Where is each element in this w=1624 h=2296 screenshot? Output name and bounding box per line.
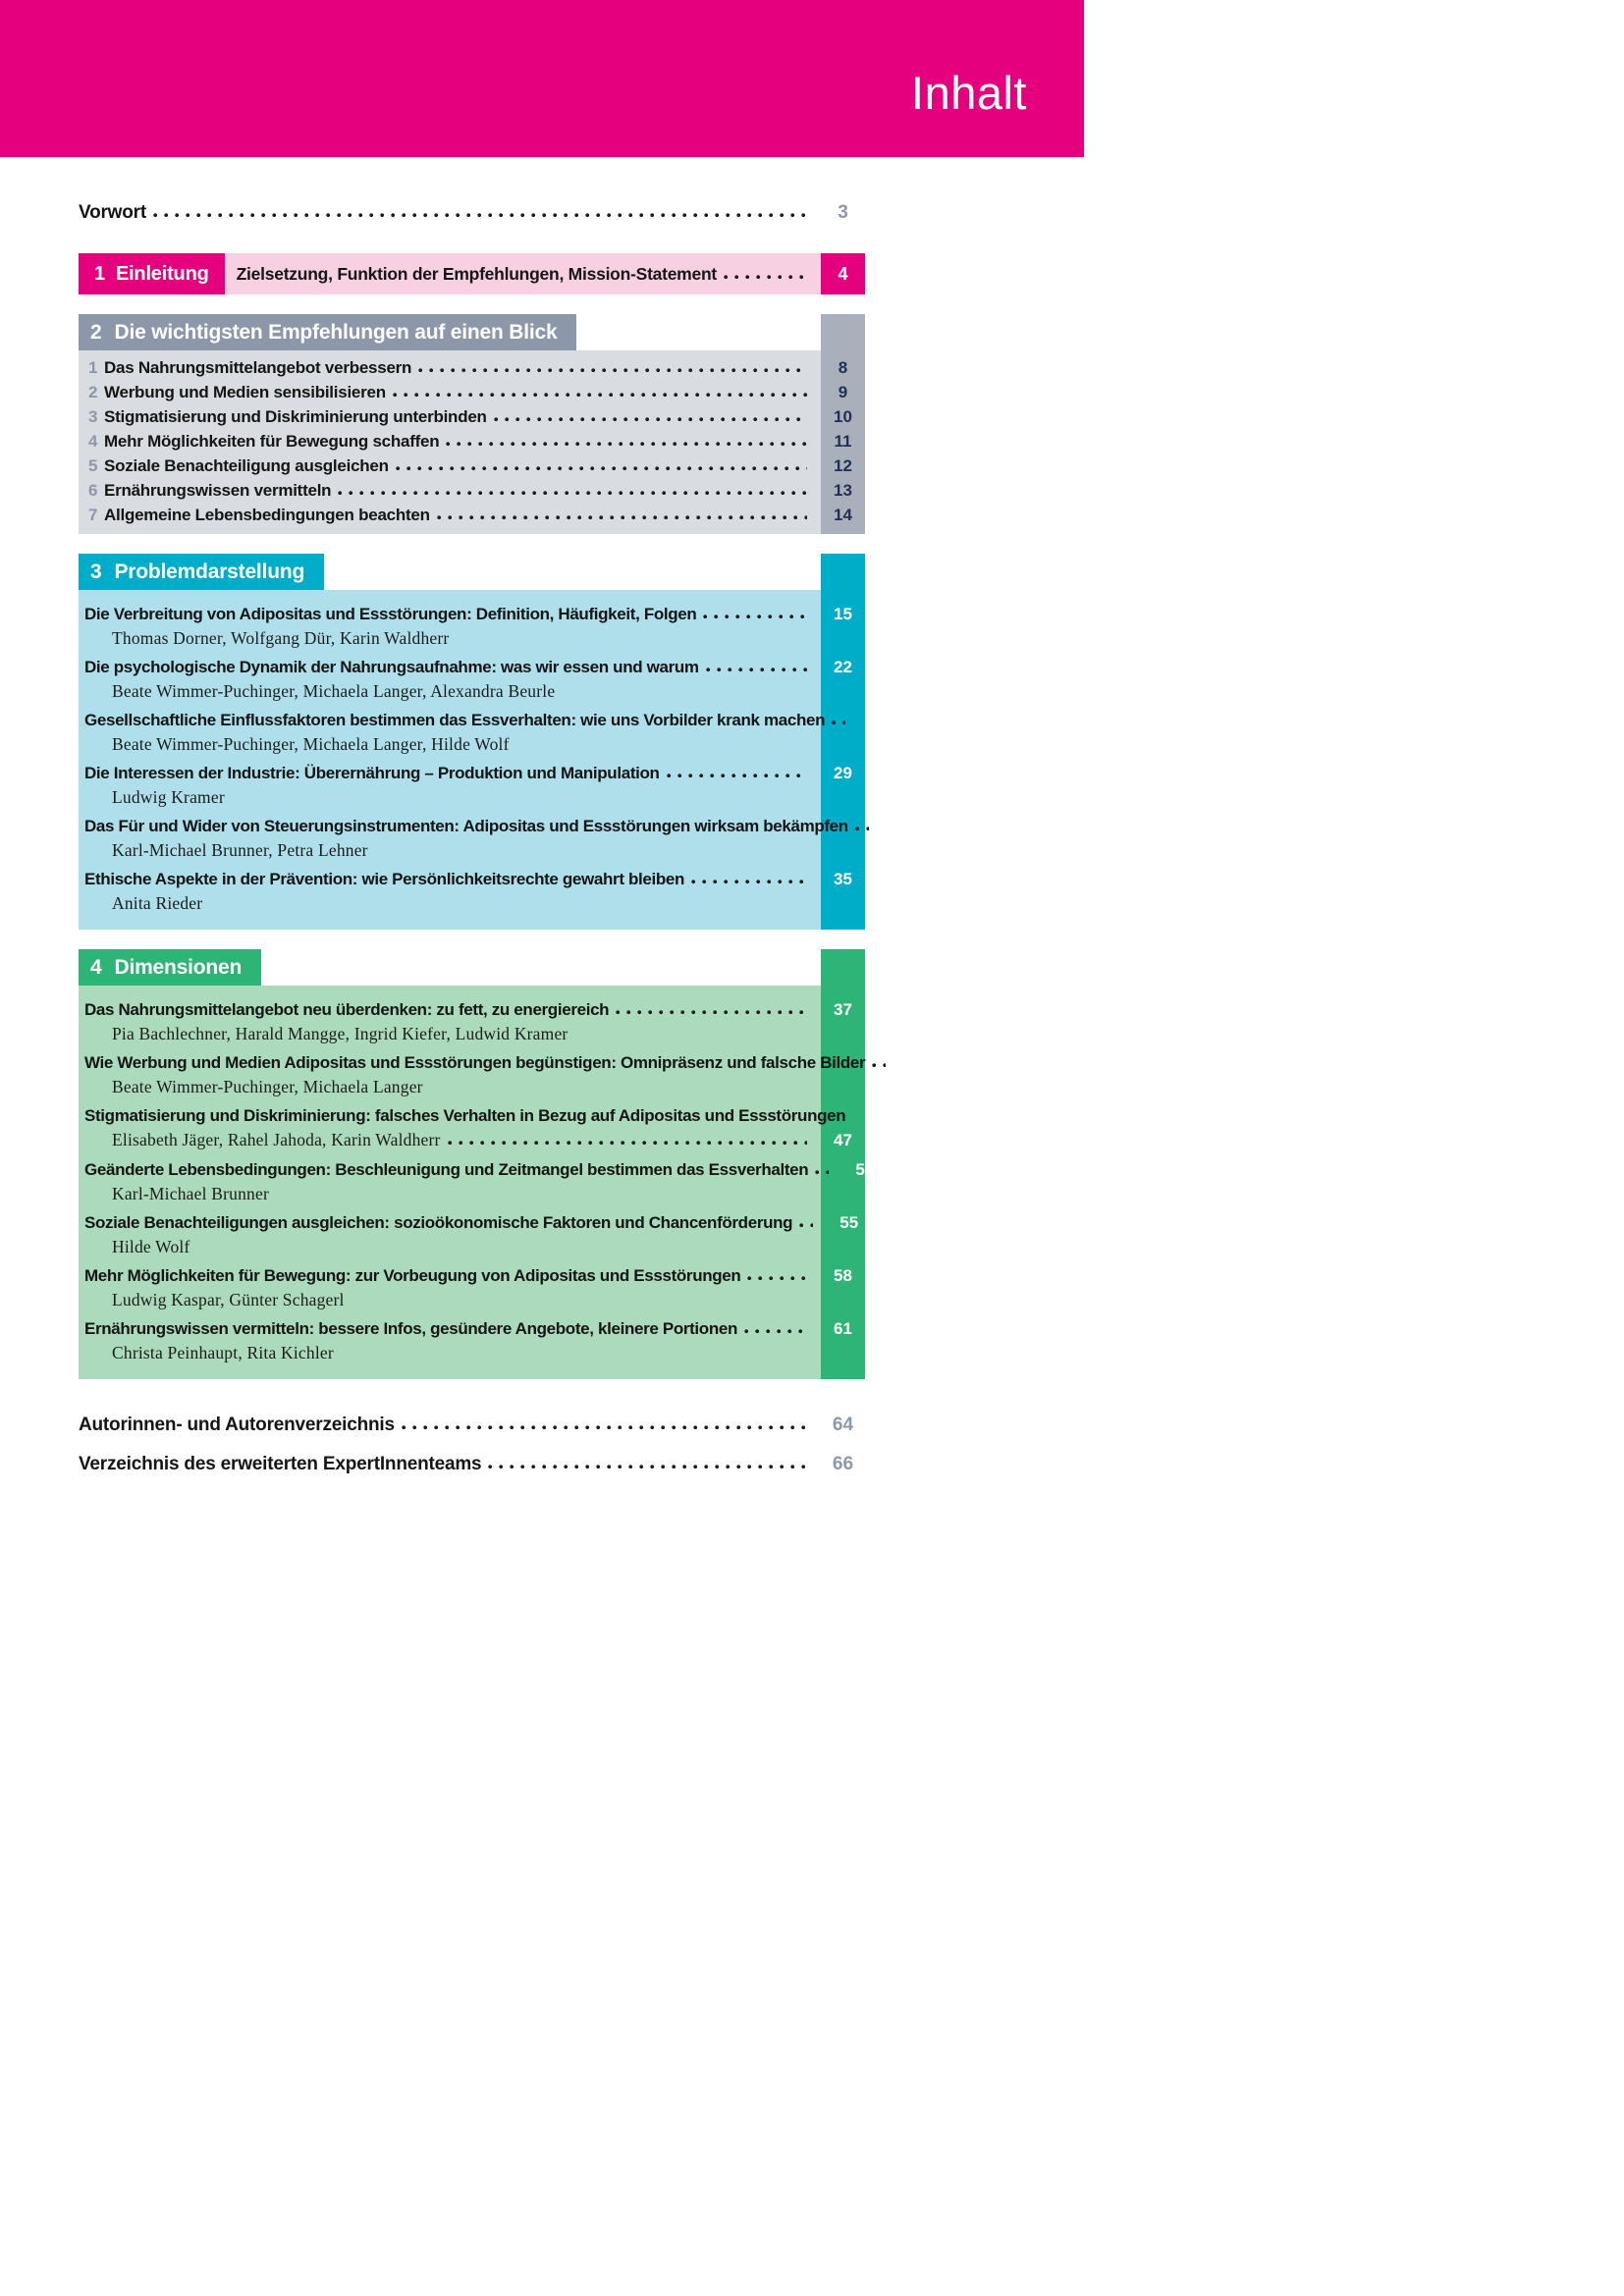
toc-entry[interactable] <box>79 1210 865 1258</box>
section1-subtitle: Zielsetzung, Funktion der Empfehlungen, Mission-Statement <box>236 264 717 284</box>
dot-leader <box>494 417 807 422</box>
entry-title: Stigmatisierung und Diskriminierung: falsches Verhalten in Bezug auf Adipositas und Essstörungen <box>84 1106 846 1125</box>
page-number: 58 <box>834 1266 852 1285</box>
entry-title: Geänderte Lebensbedingungen: Beschleunigung und Zeitmangel bestimmen das Essverhalten <box>84 1160 809 1179</box>
dot-leader <box>338 491 807 496</box>
page-number: 3 <box>838 202 848 223</box>
item-number: 6 <box>88 481 98 500</box>
toc-content <box>79 157 932 1477</box>
toc-item[interactable] <box>79 478 865 503</box>
section1-header[interactable] <box>79 253 225 294</box>
dot-leader <box>418 368 807 373</box>
page-title: Inhalt <box>911 67 1027 119</box>
section4-header[interactable] <box>79 949 261 986</box>
page-number: 64 <box>832 1415 854 1435</box>
toc-item[interactable] <box>79 355 865 380</box>
entry-authors: Beate Wimmer-Puchinger, Michaela Langer, Hilde Wolf <box>112 734 510 754</box>
page-number: 52 <box>855 1160 875 1179</box>
toc-item[interactable] <box>79 429 865 454</box>
item-number: 2 <box>88 383 98 401</box>
entry-authors: Christa Peinhaupt, Rita Kichler <box>112 1343 334 1362</box>
page-number: 15 <box>834 605 852 623</box>
dot-leader <box>706 667 807 672</box>
item-label: Allgemeine Lebensbedingungen beachten <box>104 506 430 524</box>
dot-leader <box>747 1276 807 1281</box>
section1-subtitle-row <box>225 253 821 294</box>
section2-header[interactable] <box>79 314 576 350</box>
entry-authors: Beate Wimmer-Puchinger, Michaela Langer <box>112 1077 423 1096</box>
entry-authors: Ludwig Kaspar, Günter Schagerl <box>112 1290 345 1309</box>
entry-title: Ernährungswissen vermitteln: bessere Infos, gesündere Angebote, kleinere Portionen <box>84 1319 738 1338</box>
item-number: 4 <box>88 432 98 451</box>
dot-leader <box>396 466 807 471</box>
dot-leader <box>402 1425 807 1430</box>
item-label: Mehr Möglichkeiten für Bewegung schaffen <box>104 432 440 451</box>
page-number: 29 <box>834 764 852 782</box>
item-label: Das Nahrungsmittelangebot verbessern <box>104 358 412 377</box>
dot-leader <box>437 515 807 520</box>
entry-title: Soziale Benachteiligungen ausgleichen: sozioökonomische Faktoren und Chancenförderung <box>84 1213 793 1232</box>
dot-leader <box>616 1010 807 1015</box>
dot-leader <box>799 1223 813 1228</box>
item-number: 3 <box>88 407 98 426</box>
section4-number: 4 <box>90 955 102 979</box>
entry-title: Die psychologische Dynamik der Nahrungsaufnahme: was wir essen und warum <box>84 658 699 676</box>
section3-title: Problemdarstellung <box>114 560 305 583</box>
dot-leader <box>815 1170 829 1175</box>
entry-authors: Beate Wimmer-Puchinger, Michaela Langer, Alexandra Beurle <box>112 681 556 701</box>
section1-title: Einleitung <box>115 262 209 285</box>
item-label: Stigmatisierung und Diskriminierung unterbinden <box>104 407 487 426</box>
toc-entry[interactable] <box>79 1157 875 1205</box>
toc-entry[interactable] <box>79 1316 865 1364</box>
page-number: 4 <box>821 253 865 294</box>
section2-title: Die wichtigsten Empfehlungen auf einen Blick <box>114 320 558 344</box>
dot-leader <box>667 774 807 778</box>
dot-leader <box>153 213 807 218</box>
item-label: Soziale Benachteiligung ausgleichen <box>104 456 389 475</box>
item-label: Ernährungswissen vermitteln <box>104 481 332 500</box>
section3-header[interactable] <box>79 554 324 590</box>
dot-leader <box>446 442 807 447</box>
page-number: 10 <box>834 407 852 426</box>
toc-entry[interactable] <box>79 655 865 703</box>
section3-number: 3 <box>90 560 102 583</box>
dot-leader <box>393 393 807 398</box>
experts-index-label: Verzeichnis des erweiterten ExpertInnenteams <box>79 1454 482 1474</box>
section4-entries <box>79 986 932 1379</box>
page-header-band <box>0 0 1084 157</box>
section-empfehlungen <box>79 314 865 534</box>
toc-item[interactable] <box>79 454 865 478</box>
dot-leader <box>703 614 807 619</box>
entry-title: Das Nahrungsmittelangebot neu überdenken: zu fett, zu energiereich <box>84 1000 610 1019</box>
item-number: 7 <box>88 506 98 524</box>
item-label: Werbung und Medien sensibilisieren <box>104 383 386 401</box>
toc-entry[interactable] <box>79 997 865 1045</box>
item-number: 5 <box>88 456 98 475</box>
toc-entry[interactable] <box>79 1103 865 1152</box>
dot-leader <box>855 827 869 831</box>
authors-index-label: Autorinnen- und Autorenverzeichnis <box>79 1415 395 1435</box>
page-number: 35 <box>834 870 852 888</box>
dot-leader <box>724 275 807 280</box>
entry-title: Gesellschaftliche Einflussfaktoren bestimmen das Essverhalten: wie uns Vorbilder krank machen <box>84 711 826 729</box>
page-number: 9 <box>838 383 848 401</box>
dot-leader <box>488 1465 807 1469</box>
section2-number: 2 <box>90 320 102 344</box>
entry-authors: Ludwig Kramer <box>112 787 225 807</box>
page-number: 14 <box>834 506 852 524</box>
entry-authors: Hilde Wolf <box>112 1237 190 1256</box>
section-dimensionen <box>79 949 932 1379</box>
section-einleitung[interactable] <box>79 253 865 294</box>
section4-title: Dimensionen <box>114 955 243 979</box>
section2-items <box>79 350 865 534</box>
entry-authors: Karl-Michael Brunner <box>112 1184 269 1203</box>
toc-entry[interactable] <box>79 867 865 915</box>
entry-authors: Thomas Dorner, Wolfgang Dür, Karin Waldherr <box>112 628 450 648</box>
dot-leader <box>744 1329 807 1334</box>
entry-title: Mehr Möglichkeiten für Bewegung: zur Vorbeugung von Adipositas und Essstörungen <box>84 1266 741 1285</box>
entry-authors: Pia Bachlechner, Harald Mangge, Ingrid Kiefer, Ludwid Kramer <box>112 1024 568 1043</box>
entry-title: Das Für und Wider von Steuerungsinstrumenten: Adipositas und Essstörungen wirksam bekämpfen <box>84 817 848 835</box>
page-number: 66 <box>832 1454 854 1474</box>
toc-entry[interactable] <box>79 1050 932 1098</box>
toc-item[interactable] <box>79 503 865 527</box>
section3-entries <box>79 590 914 930</box>
toc-entry[interactable] <box>79 708 892 756</box>
entry-title: Die Interessen der Industrie: Überernährung – Produktion und Manipulation <box>84 764 660 782</box>
page-number: 13 <box>834 481 852 500</box>
page-number: 40 <box>912 1053 932 1072</box>
page-number: 12 <box>834 456 852 475</box>
page-number: 26 <box>872 711 892 729</box>
section-problemdarstellung <box>79 554 914 930</box>
toc-entry[interactable] <box>79 814 914 862</box>
vorwort-row[interactable] <box>79 200 865 226</box>
page-number: 37 <box>834 1000 852 1019</box>
toc-entry[interactable] <box>79 1263 865 1311</box>
page-number: 55 <box>839 1213 859 1232</box>
entry-title: Wie Werbung und Medien Adipositas und Essstörungen begünstigen: Omnipräsenz und falsche Bilder <box>84 1053 866 1072</box>
entry-title: Die Verbreitung von Adipositas und Essstörungen: Definition, Häufigkeit, Folgen <box>84 605 697 623</box>
experts-index-row[interactable] <box>79 1452 865 1477</box>
item-number: 1 <box>88 358 98 377</box>
page-number: 31 <box>894 817 914 835</box>
section1-number: 1 <box>94 262 105 285</box>
page-number: 8 <box>838 358 848 377</box>
entry-title: Ethische Aspekte in der Prävention: wie Persönlichkeitsrechte gewahrt bleiben <box>84 870 685 888</box>
authors-index-row[interactable] <box>79 1413 865 1438</box>
toc-item[interactable] <box>79 404 865 429</box>
dot-leader <box>448 1141 807 1146</box>
vorwort-label: Vorwort <box>79 202 146 223</box>
entry-authors: Anita Rieder <box>112 893 203 913</box>
toc-entry[interactable] <box>79 602 865 650</box>
page-number: 61 <box>834 1319 852 1338</box>
page-number: 11 <box>834 432 852 451</box>
page-number: 47 <box>834 1131 852 1149</box>
entry-authors: Elisabeth Jäger, Rahel Jahoda, Karin Waldherr <box>112 1130 441 1149</box>
dot-leader <box>872 1063 886 1068</box>
page-number: 22 <box>834 658 852 676</box>
toc-entry[interactable] <box>79 761 865 809</box>
dot-leader <box>832 721 845 725</box>
dot-leader <box>691 880 807 884</box>
entry-authors: Karl-Michael Brunner, Petra Lehner <box>112 840 368 860</box>
toc-item[interactable] <box>79 380 865 404</box>
